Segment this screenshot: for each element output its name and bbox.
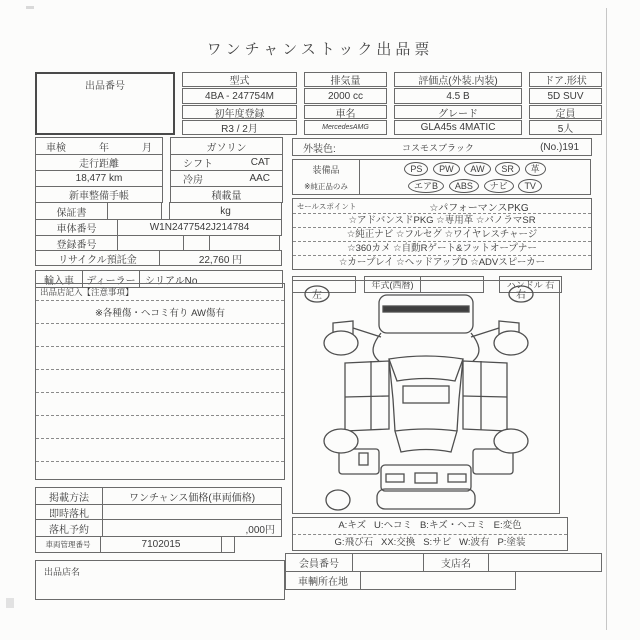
registration-number-label: 登録番号 [35,235,118,251]
chassis-label: 車体番号 [35,219,118,236]
exterior-color-number: (No.)191 [540,141,579,153]
equipment-chip-pw: PW [433,162,460,176]
displacement-label: 排気量 [304,72,387,87]
seller-note-line: ※各種傷・ヘコミ有り AW傷有 [36,301,284,324]
model-code-value: 4BA - 247754M [182,88,297,104]
chassis-number: W1N2477542J214784 [117,219,282,236]
car-diagram-svg [293,281,559,513]
equipment-note: ※純正品のみ [304,181,348,191]
windshield-top-view [389,356,463,381]
grade-label: グレード [394,105,522,119]
import-car-label: 輸入車 [35,270,83,288]
inspection-label: 車検 [46,142,66,154]
equipment-chips-cell [359,159,591,195]
spare-tire-mark [326,490,350,510]
seller-notes-header: 出品店記入【注意事項】 [36,284,284,301]
equipment-box [292,159,592,195]
damage-legend-box [292,517,568,551]
load-unit-cell: kg [169,202,282,220]
exterior-equipment-panel [292,138,592,293]
license-plate [415,473,437,483]
sales-point-line: ☆純正ナビ ☆フルセグ ☆ワイヤレスチャージ [293,227,591,241]
exterior-color-row [292,138,592,156]
equipment-chip-aw: AW [464,162,490,176]
equipment-chip-leather: 革 [525,162,546,176]
equipment-label-cell [292,159,360,195]
registration-number-cell-3 [209,235,280,251]
exterior-color-label: 外装色: [303,143,336,155]
sales-point-line: ☆360カメ ☆自動Rゲート&フットオープナー [293,241,591,255]
rear-view [379,295,473,333]
seller-note-line-empty [36,416,284,439]
rear-window-top-view [395,429,457,452]
shift-value: CAT [250,157,270,168]
front-right-light [448,474,466,482]
damage-legend-line-2: G:飛び石 XX:交換 S:サビ W:波有 P:塗装 [293,534,567,550]
warranty-value-cell [107,202,162,220]
seller-name-box [35,560,285,600]
registration-number-cell-1 [117,235,184,251]
equipment-chip-airbag: エアB [408,179,444,193]
serial-no-label: シリアルNo [139,270,283,288]
vehicle-mgmt-number-label: 車両管理番号 [35,536,101,553]
member-info [285,553,607,590]
sales-point-line: ☆カープレイ ☆ヘッドアップD ☆ADVスピーカー [293,255,591,269]
seller-note-line-empty [36,347,284,370]
mileage-value: 18,477 km [35,170,163,187]
listing-method-value: ワンチャンス価格(車両価格) [102,487,282,505]
car-name-value: MercedesAMG [304,120,387,135]
seller-note-line-empty [36,439,284,462]
inspection-year-label: 年 [99,142,109,154]
load-label: 積載量 [170,186,283,203]
sales-point-line: ☆アドバンスドPKG ☆専用革 ☆パノラマSR [293,213,591,227]
right-side-label: 右 [516,290,526,301]
equipment-chip-ps: PS [404,162,428,176]
model-code-column [182,72,297,135]
member-number-label: 会員番号 [285,553,353,572]
shift-cell [170,154,283,171]
door-column [529,72,602,135]
ac-cell [170,170,283,187]
ac-label: 冷房 [183,175,203,186]
front-bumper [377,489,475,509]
scan-artifact [6,598,14,608]
displacement-column [304,72,387,135]
left-side-label: 左 [312,290,322,301]
bid-reservation-value: ,000円 [102,519,282,537]
score-label: 評価点(外装.内装) [394,72,522,87]
equipment-chip-navi: ナビ [484,179,514,193]
left-front-wheel [324,331,358,355]
fuel-cell: ガソリン [170,137,283,155]
vehicle-location-label: 車輌所在地 [285,571,361,590]
car-name-label: 車名 [304,105,387,119]
sunroof [403,386,449,403]
listing-method-label: 掲載方法 [35,487,103,505]
instant-bid-label: 即時落札 [35,504,103,520]
warranty-label: 保証書 [35,202,108,220]
pricing-table [35,487,283,553]
scan-edge-line [606,8,607,630]
sales-points-head-row [293,199,591,213]
sales-points-box [292,198,592,270]
seller-note-line-empty [36,393,284,416]
page-title: ワンチャンストック出品票 [206,41,434,58]
equipment-row-2 [407,179,543,193]
front-view [381,465,471,491]
left-rear-wheel [324,429,358,453]
scan-artifact [26,6,34,9]
sales-point-head: ☆パフォーマンスPKG [429,202,529,214]
handle-position-cell: ハンドル 右 [499,276,562,293]
inspection-month-label: 月 [142,142,152,154]
seller-notes-box [35,283,285,480]
seller-name-label: 出品店名 [44,567,81,577]
right-rear-wheel [494,429,528,453]
door-shape-label: ドア.形状 [529,72,602,87]
right-front-wheel [494,331,528,355]
displacement-value: 2000 cc [304,88,387,104]
score-column [394,72,522,135]
door-shape-value: 5D SUV [529,88,602,104]
service-book-label: 新車整備手帳 [35,186,163,203]
member-number-cell [352,553,424,572]
branch-name-cell [488,553,602,572]
rear-window-band [383,306,469,312]
first-registration-value: R3 / 2月 [182,120,297,135]
capacity-value: 5人 [529,120,602,135]
auction-number-label: 出品番号 [85,81,125,92]
sales-points-label: セールスポイント [297,201,357,211]
vehicle-info-table [35,137,285,288]
model-year-label: 年式(西暦) [364,276,421,293]
left-door-handle [359,453,368,465]
vehicle-mgmt-number-value: 7102015 [100,536,222,553]
model-code-label: 型式 [182,72,297,87]
score-value: 4.5 B [394,88,522,104]
vehicle-location-cell [360,571,516,590]
seller-note-line-empty [36,324,284,347]
ac-value: AAC [249,173,270,184]
grade-value: GLA45s 4MATIC [394,120,522,135]
front-left-light [386,474,404,482]
mileage-label: 走行距離 [35,154,163,171]
equipment-chip-tv: TV [518,179,542,193]
dealer-label: ディーラー [82,270,140,288]
seller-note-line-empty [36,370,284,393]
shift-label: シフト [183,159,213,170]
equipment-chip-sr: SR [495,162,520,176]
recycle-deposit-value: 22,760 円 [159,250,282,266]
equipment-label: 装備品 [312,164,340,175]
damage-legend-line-1: A:キズ U:ヘコミ B:キズ・ヘコミ E:変色 [338,520,522,531]
bid-reservation-label: 落札予約 [35,519,103,537]
first-registration-label: 初年度登録 [182,105,297,119]
car-damage-diagram-box [292,280,560,514]
registration-number-cell-2 [183,235,210,251]
header-table [35,72,602,135]
capacity-label: 定員 [529,105,602,119]
auction-number-box [35,72,175,135]
exterior-color-name: コスモスブラック [402,142,474,153]
instant-bid-cell [102,504,282,520]
recycle-deposit-label: リサイクル預託金 [35,250,160,266]
branch-name-label: 支店名 [423,553,489,572]
equipment-row-1 [403,162,546,176]
equipment-chip-abs: ABS [449,179,479,193]
seller-note-line-empty [36,462,284,484]
inspection-cell [35,137,163,155]
vehicle-mgmt-extra-cell [221,536,235,553]
